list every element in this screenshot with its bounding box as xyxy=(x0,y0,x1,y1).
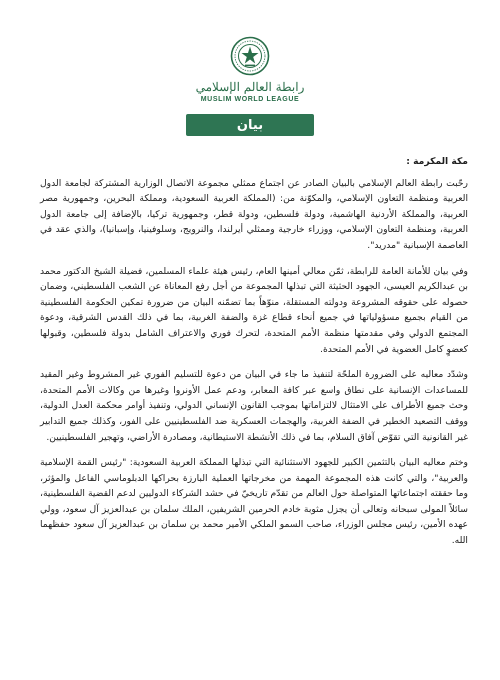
statement-body xyxy=(40,154,468,559)
org-name-english: MUSLIM WORLD LEAGUE xyxy=(200,96,300,103)
paragraph-2: وفي بيان للأمانة العامة للرابطة، ثمّن معالي أمينها العام، رئيس هيئة علماء المسلمين، فضيلة الشيخ الدكتور محمد بن عبدالكريم العيسى، الجهود الحثيثة التي تبذلها المجموعة من أجل رفع المعاناة عن الشعب الفلسطيني، وضمان حصوله على حقوقه المشروعة ودولته المستقلة، منوّهاً بما تضمّنه البيان من ضرورة تمكين الحكومة الفلسطينية من القيام بجميع مسؤولياتها في جميع أنحاء قطاع غزة والضفة الغربية، بما في ذلك القدس الشرقية، ودعوة المجتمع الدولي وفي مقدمتها منظمة الأمم المتحدة، لتحرك فوري والاعتراف الشامل بدولة فلسطين، وقبولها كعضوٍ كامل العضوية في الأمم المتحدة. xyxy=(40,265,468,355)
org-logo xyxy=(0,36,500,103)
mwl-emblem-icon xyxy=(230,36,270,76)
paragraph-3: وشدّد معاليه على الضرورة الملحّة لتنفيذ ما جاء في البيان من دعوة للتسليم الفوري غير المشروط وغير المقيد للمساعدات الإنسانية على نطاق واسع عبر كافة المعابر، ودعم عمل الأونروا وغيرها من وكالات الأمم المتحدة، وحث جميع الأطراف على الامتثال لالتزاماتها بموجب القانون الإنساني الدولي، وتنفيذ أوامر محكمة العدل الدولية، ووقف التصعيد الخطير في الضفة الغربية، والهجمات العسكرية ضد الفلسطينيين على الفور، وكذلك جميع التدابير غير القانونية التي تقوّض آفاق السلام، بما في ذلك الأنشطة الاستيطانية، ومصادرة الأراضي، وتهجير الفلسطينيين. xyxy=(40,369,468,443)
paragraph-1: رحّبت رابطة العالم الإسلامي بالبيان الصادر عن اجتماع ممثلي مجموعة الاتصال الوزارية المشتركة لجامعة الدول العربية ومنظمة التعاون الإسلامي، والمكوّنة من: (المملكة العربية السعودية، ومملكة البحرين، وجمهورية مصر العربية، والمملكة الأردنية الهاشمية، ودولة فلسطين، ودولة قطر، وجمهورية تركيا، بالإضافة إلى جامعة الدول العربية، ومنظمة التعاون الإسلامي، ووزراء خارجية وممثلي أيرلندا، والنرويج، وسلوفينيا، وإسبانيا)، والذي عقد في العاصمة الإسبانية "مدريد". xyxy=(40,177,468,251)
org-name-arabic: رابطة العالم الإسلامي xyxy=(195,80,305,94)
statement-banner: بيان xyxy=(186,114,314,136)
dateline: مكة المكرمة : xyxy=(406,156,468,167)
paragraph-4: وختم معاليه البيان بالتثمين الكبير للجهود الاستثنائية التي تبذلها المملكة العربية السعودية: "رئيس القمة الإسلامية والعربية"، والتي كانت هذه المجموعة المهمة من مخرجاتها العملية البارزة بحراكها الدبلوماسي الفاعل والمؤثر، وما حققته اجتماعاتها المتواصلة حول العالم من تقدّم تاريخيّ في حشد الشركاء الدوليين لدعم القضية الفلسطينية، سائلاً المولى سبحانه وتعالى أن يجزل مثوبة خادم الحرمين الشريفين، الملك سلمان بن عبدالعزيز آل سعود، وولي عهده الأمين، رئيس مجلس الوزراء، صاحب السمو الملكي الأمير محمد بن سلمان بن عبدالعزيز آل سعود حفظهما الله. xyxy=(40,457,468,547)
